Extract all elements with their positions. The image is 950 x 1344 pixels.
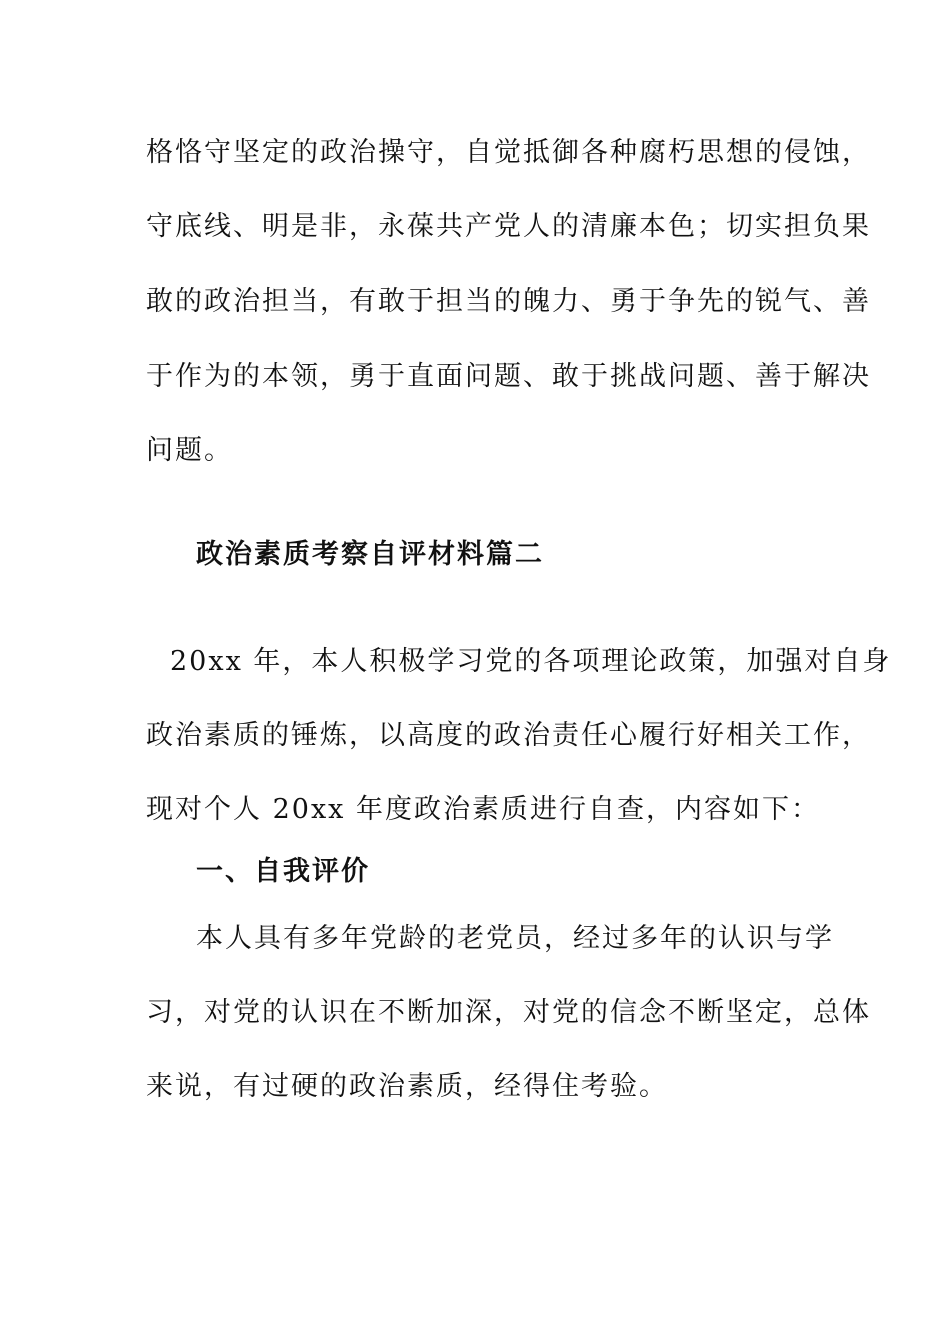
paragraph-line: 来说，有过硬的政治素质，经得住考验。	[146, 1071, 668, 1102]
paragraph-line: 政治素质的锤炼，以高度的政治责任心履行好相关工作，	[146, 720, 871, 751]
paragraph-line: 问题。	[146, 435, 233, 466]
paragraph-line: 敢的政治担当，有敢于担当的魄力、勇于争先的锐气、善	[146, 286, 871, 317]
paragraph-line: 于作为的本领，勇于直面问题、敢于挑战问题、善于解决	[146, 361, 871, 392]
paragraph-line: 现对个人 20xx 年度政治素质进行自查，内容如下：	[146, 794, 820, 825]
paragraph-line: 习，对党的认识在不断加深，对党的信念不断坚定，总体	[146, 997, 871, 1028]
paragraph-line: 守底线、明是非，永葆共产党人的清廉本色；切实担负果	[146, 211, 871, 242]
paragraph-line: 20xx 年，本人积极学习党的各项理论政策，加强对自身	[170, 646, 892, 677]
subheading: 一、自我评价	[196, 856, 370, 887]
section-title: 政治素质考察自评材料篇二	[196, 539, 544, 570]
paragraph-line: 格恪守坚定的政治操守，自觉抵御各种腐朽思想的侵蚀，	[146, 137, 871, 168]
paragraph-line: 本人具有多年党龄的老党员，经过多年的认识与学	[196, 923, 834, 954]
